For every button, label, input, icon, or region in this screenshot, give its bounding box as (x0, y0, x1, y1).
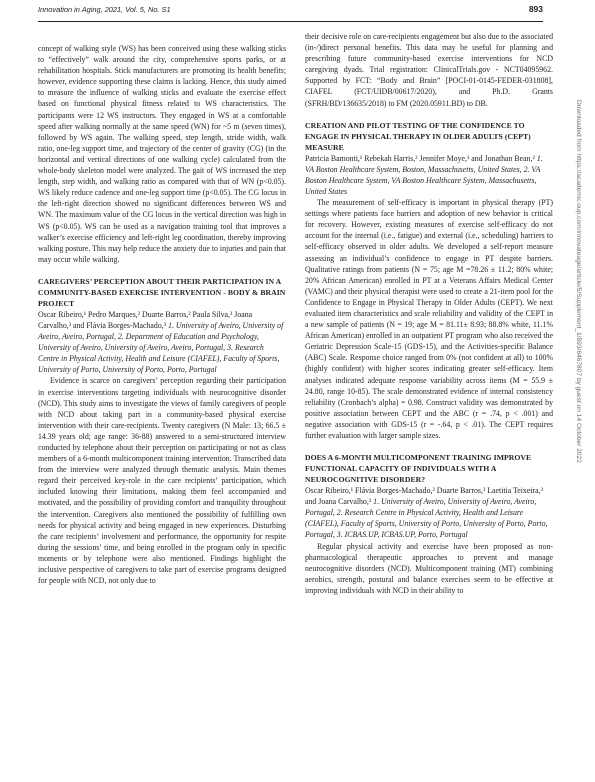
author-list: Oscar Ribeiro,¹ Flávia Borges-Machado,² Duarte Barros,² Laetitia Teixeira,³ and Joana Carvalho,² (305, 486, 543, 507)
page-number: 893 (528, 4, 543, 14)
header-rule (38, 21, 543, 22)
right-column (305, 31, 553, 596)
abstract-body: Evidence is scarce on caregivers’ perception regarding their participation in exercise interventions targeting individuals with neurocognitive disorder (NCD). This study aims to investigate the views of family caregivers of people with NCD about taking part in a community-based physical exercise intervention with their care-recipients. Twenty caregivers (N Male: 13; 66.5 ± 14.39 years old; age range: 36-88) answered to a semi-structured interview conducted by telephone about their perception on participating or not as class members of a 6-month multicomponent training intervention. Transcribed data from the interview were analyzed through thematic analysis. Main themes regard their perceived key-role in the care recipients’ participation, which included knowing their limitations, making them feel accompanied and motivated, and the possibility of providing comfort and tranquility throughout the intervention. Caregivers also mentioned the possibility of fulfilling own needs for physical activity and being engaged in new experiences. Disturbing the care recipients’ involvement and performance, the opportunity for respite during the sessions’ time, and being enrolled in the program only in specific moments or by telephone were also mentioned. Findings highlight the inclusive perspective of caregivers to take part of exercise programs designed for people with NCD, not only due to (38, 376, 286, 586)
author-list: Oscar Ribeiro,¹ Pedro Marques,² Duarte Barros,² Paula Silva,³ Joana Carvalho,³ and Flávia Borges-Machado,³ (38, 309, 253, 330)
abstract-continuation: concept of walking style (WS) has been conceived using these walking sticks to “effectively” walk around the city, comprehensive sports parks, or at rehabilitation hospitals. Stick manufacturers are promoting its health benefits; however, evidence supporting these claims is lacking. Hence, this study aimed to measure the influence of walking sticks and evaluate the exercise effect based on functional physical fitness related to WS characteristics. The participants were 12 WS instructors. They engaged in WS at a comfortable speed after walking normally at the same speed (WN) for ~5 m (seven times), followed by WS again. The walking speed, step length, stride width, walk ratio, one-leg support time, and trajectory of the center of gravity (CG) (in the horizontal and vertical directions of one walking cycle) calculated from the whole-body skeleton model were analyzed. The gait of WS increased the step length, step width, and walking ratio as compared with that of WN (p<0.05). WS likely reduce cadence and one-leg support time (p<0.05). The CG locus in the left-right direction showed no significant differences between WS and WN. The maximum value of the CG locus in the vertical direction was high in WS (p<0.05). WS can be used as a navigation training tool that improves a walker’s exercise efficiency and left-right leg coordination, thereby improving walking posture. This may help reduce the anxiety due to injuries and pain that may occur while walking. (38, 44, 286, 264)
author-list: Patricia Bamonti,¹ Rebekah Harris,² Jennifer Moye,¹ and Jonathan Bean,² (305, 153, 535, 163)
abstract-title-cept-measure: CREATION AND PILOT TESTING OF THE CONFIDENCE TO ENGAGE IN PHYSICAL THERAPY IN OLDER ADULTS (CEPT) MEASURE (305, 120, 531, 152)
abstract-title-caregivers-perception: CAREGIVERS’ PERCEPTION ABOUT THEIR PARTICIPATION IN A COMMUNITY-BASED EXERCISE INTERVENTION - BODY & BRAIN PROJECT (38, 276, 286, 308)
download-note: Downloaded from https://academic.oup.com/innovateage/article/5/Supplement_1/893/6467807 by guest on 14 October 2022 (575, 100, 582, 463)
abstract-title-multicomponent-training: DOES A 6-MONTH MULTICOMPONENT TRAINING IMPROVE FUNCTIONAL CAPACITY OF INDIVIDUALS WITH A NEUROCOGNITIVE DISORDER? (305, 453, 532, 485)
left-column (38, 43, 286, 586)
abstract-authors (305, 153, 553, 197)
journal-citation: Innovation in Aging, 2021, Vol. 5, No. S1 (38, 5, 171, 14)
abstract-body: Regular physical activity and exercise have been proposed as non-pharmacological therapeutic approaches to prevent and manage neurocognitive disorders (NCD). Multicomponent training (MT) combining aerobics, strength, postural and balance exercises seem to be effective at improving individuals with NCD in their ability to (305, 541, 553, 595)
author-affiliations: 1. VA Boston Healthcare System, Boston, Massachusetts, United States, 2. VA Boston Healthcare System, VA Boston Healthcare System, Massachusetts, United States (305, 153, 543, 196)
abstract-continuation: their decisive role on care-recipients engagement but also due to the associated (in-/)direct personal benefits. This data may be useful for planning and prescribing future community-based exercise interventions for NCD caregiving dyads. Trial registration: ClinicalTrials.gov - NCT04095962. Supported by FCT: “Body and Brain” [POCI-01-0145-FEDER-031808], CIAFEL (FCT/UIDB/00617/2020), and Ph.D. Grants (SFRH/BD/136635/2018) to FM (2020.05911.BD) to DB. (305, 32, 553, 108)
download-watermark (572, 100, 584, 620)
page-header (0, 0, 595, 22)
abstract-authors (305, 485, 553, 540)
author-affiliations: 1. University of Aveiro, University of Aveiro, Aveiro, Portugal, 2. Research Centre in Physical Activity, Health and Leisure (CIAFEL), Faculty of Sports, University of Porto, University of Porto, Porto, Portugal, 3. ICBAS.UP, ICBAS.UP, Porto, Portugal (305, 497, 548, 540)
abstract-body: The measurement of self-efficacy is important in physical therapy (PT) settings where patients face barriers and adoption of new behavior is critical for recovery. However, existing measures of exercise self-efficacy do not account for the internal (i.e., fatigue) and external (i.e., scheduling) barriers to self-efficacy observed in older adults. We developed a self-report measure assessing an individual’s confidence to engage in PT despite barriers. Qualitative ratings from patients (N = 75; age M =78.26 ± 11.2; 80% white; 20% African American) enrolled in PT at a Veterans Affairs Medical Center (VAMC) and their physical therapist were used to create a 21-item pool for the Confidence to Engage in Physical Therapy in Older Adults (CEPT). We next evaluated item characteristics and scale reliability and validity of the CEPT in a new sample of patients (N = 19; age M = 81.11± 8.93; 88.8% white, 11.1% African American) enrolled in an outpatient PT program who also received the Geriatric Depression Scale-15 (GDS-15), and the Activities-specific Balance (ABC) Scale. Response choice ranged from 0% (not confident at all) to 100% (highly confident) with higher scores indicating greater self-efficacy. Item analyses indicated adequate response variability across items (M = 55.9 ± 24.80, range 10-85). The scale demonstrated evidence of internal consistency reliability (Cronbach’s alpha) = 0.98. Construct validity was demonstrated by positive association between CEPT and the ABC (r = .74, p < .001) and negative association with GDS-15 (r = -.64, p < .01). The CEPT requires further evaluation with larger sample sizes. (305, 198, 553, 440)
author-affiliations: 1. University of Aveiro, University of Aveiro, Aveiro, Portugal, 2. Department of Education and Psychology, University of Aveiro, University of Aveiro, Aveiro, Portugal, 3. Research Centre in Physical Activity, Health and Leisure (CIAFEL), Faculty of Sports, University of Porto, University of Porto, Porto, Portugal (38, 320, 284, 375)
abstract-authors (38, 309, 286, 376)
